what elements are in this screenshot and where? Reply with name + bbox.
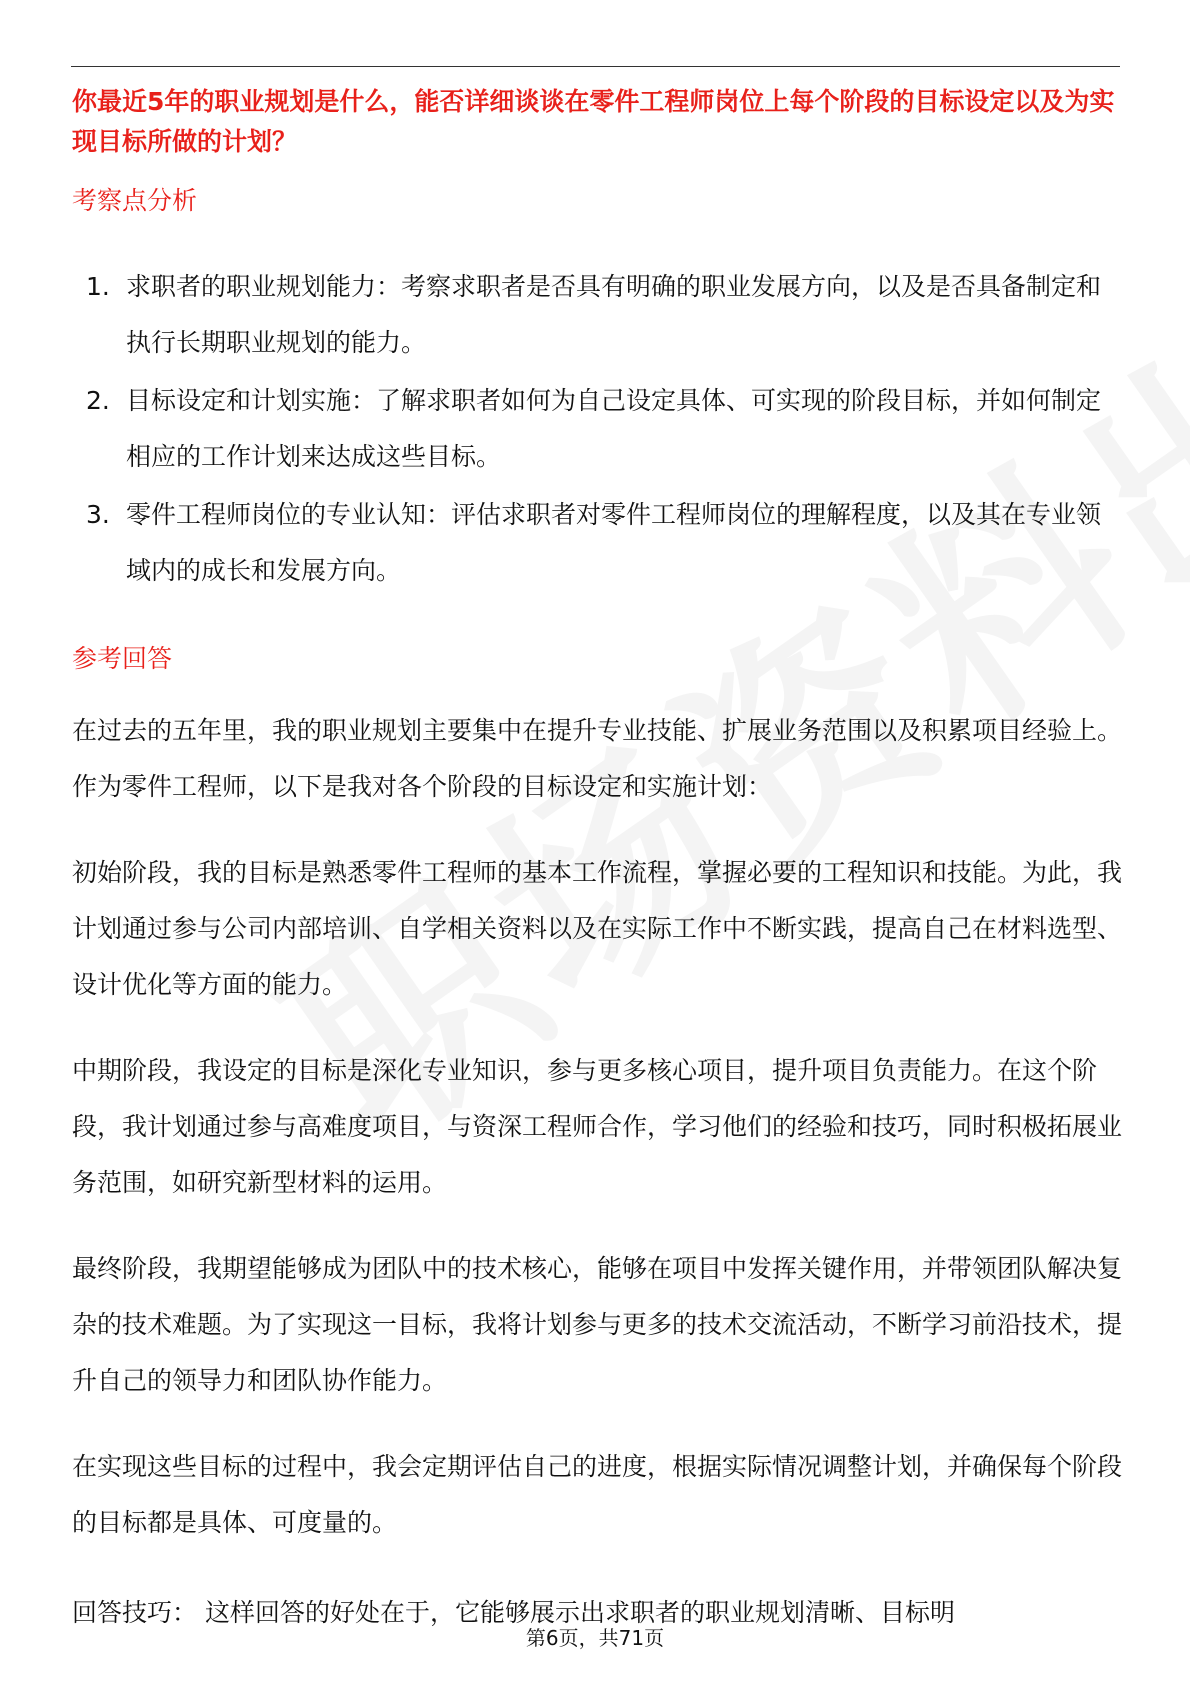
answer-paragraph: 在实现这些目标的过程中，我会定期评估自己的进度，根据实际情况调整计划，并确保每个阶段的目标都是具体、可度量的。 <box>72 1452 1123 1537</box>
analysis-point <box>72 259 1122 371</box>
answer-paragraph: 在过去的五年里，我的职业规划主要集中在提升专业技能、扩展业务范围以及积累项目经验上。作为零件工程师，以下是我对各个阶段的目标设定和实施计划： <box>72 716 1123 801</box>
analysis-point <box>72 487 1122 599</box>
page-number-footer: 第6页，共71页 <box>525 1626 665 1650</box>
point-number: 1. <box>86 272 110 301</box>
point-number: 3. <box>86 500 110 529</box>
page-content <box>72 82 1122 1641</box>
answer-paragraph: 中期阶段，我设定的目标是深化专业知识，参与更多核心项目，提升项目负责能力。在这个阶段，我计划通过参与高难度项目，与资深工程师合作，学习他们的经验和技巧，同时积极拓展业务范围，如研究新型材料的运用。 <box>72 1056 1123 1197</box>
point-text: 零件工程师岗位的专业认知：评估求职者对零件工程师岗位的理解程度，以及其在专业领域内的成长和发展方向。 <box>126 500 1102 585</box>
answer-tips: 回答技巧： 这样回答的好处在于，它能够展示出求职者的职业规划清晰、目标明 <box>72 1598 955 1627</box>
point-text: 目标设定和计划实施：了解求职者如何为自己设定具体、可实现的阶段目标，并如何制定相应的工作计划来达成这些目标。 <box>126 386 1102 471</box>
header-rule <box>71 66 1120 67</box>
analysis-heading: 考察点分析 <box>72 186 198 215</box>
analysis-list <box>72 259 1122 599</box>
point-text: 求职者的职业规划能力：考察求职者是否具有明确的职业发展方向，以及是否具备制定和执行长期职业规划的能力。 <box>126 272 1102 357</box>
question-title: 你最近5年的职业规划是什么，能否详细谈谈在零件工程师岗位上每个阶段的目标设定以及为实现目标所做的计划？ <box>72 87 1115 156</box>
answer-paragraph: 初始阶段，我的目标是熟悉零件工程师的基本工作流程，掌握必要的工程知识和技能。为此，我计划通过参与公司内部培训、自学相关资料以及在实际工作中不断实践，提高自己在材料选型、设计优化等方面的能力。 <box>72 858 1123 999</box>
analysis-point <box>72 373 1122 485</box>
answer-paragraph: 最终阶段，我期望能够成为团队中的技术核心，能够在项目中发挥关键作用，并带领团队解决复杂的技术难题。为了实现这一目标，我将计划参与更多的技术交流活动，不断学习前沿技术，提升自己的领导力和团队协作能力。 <box>72 1254 1123 1395</box>
point-number: 2. <box>86 386 110 415</box>
answer-heading: 参考回答 <box>72 644 173 673</box>
